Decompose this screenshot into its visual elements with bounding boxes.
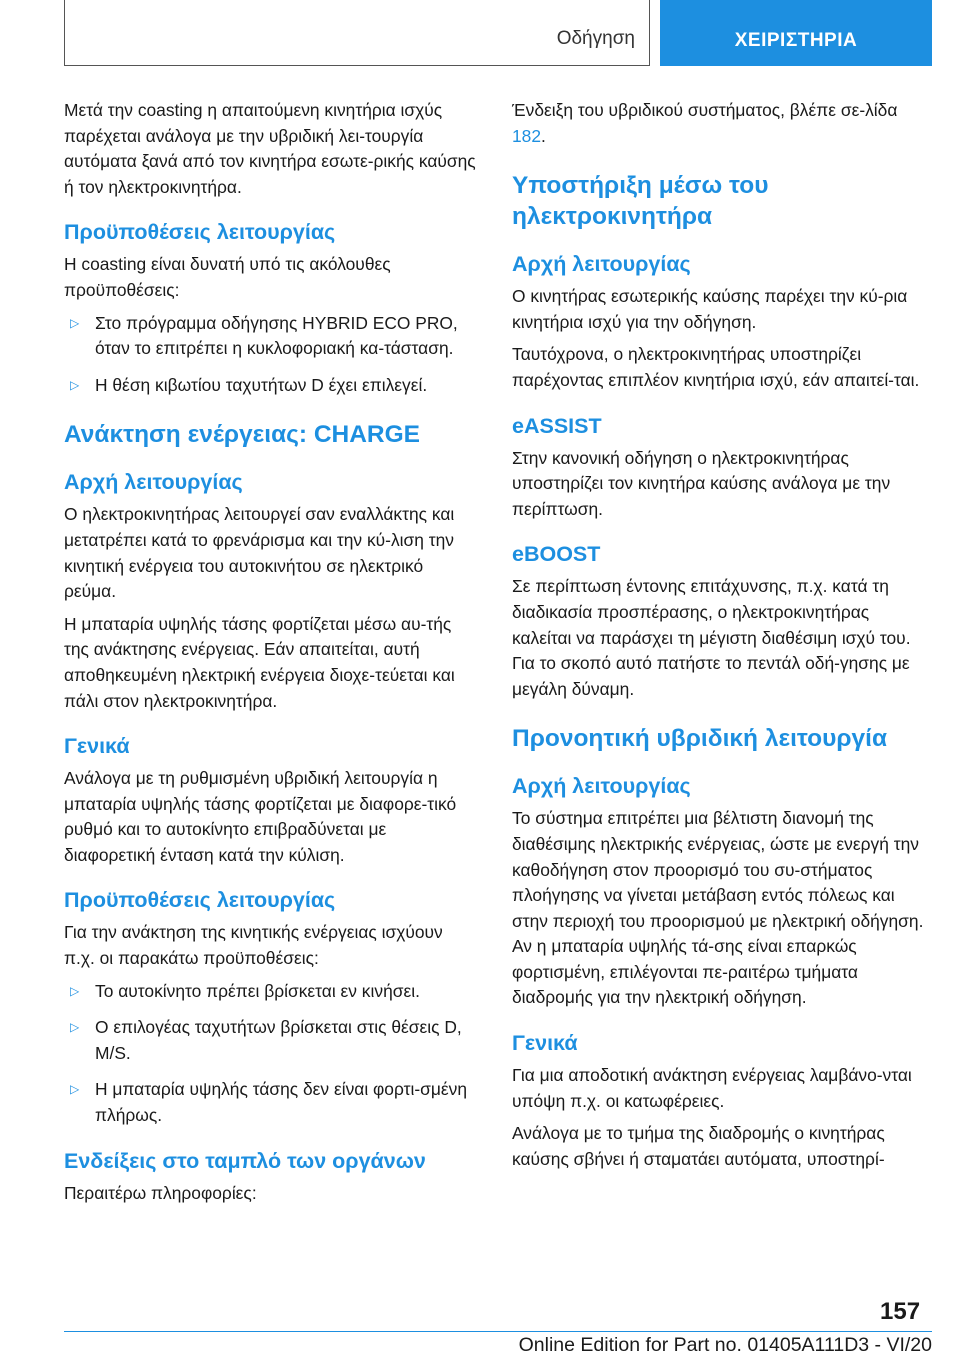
heading-energy-recovery: Ανάκτηση ενέργειας: CHARGE (64, 421, 421, 449)
paragraph: Για την ανάκτηση της κινητικής ενέργειας ισχύουν π.χ. οι παρακάτω προϋποθέσεις: (64, 922, 443, 969)
footer-divider (64, 1331, 932, 1332)
paragraph: Ταυτόχρονα, ο ηλεκτροκινητήρας υποστηρίζει παρέχοντας επιπλέον κινητήρια ισχύ, εάν απαιτεί‐ται. (512, 344, 920, 390)
bullet-list (64, 979, 478, 1129)
subheading-prerequisites: Προϋποθέσεις λειτουργίας (64, 220, 336, 245)
paragraph: Ανάλογα με το τμήμα της διαδρομής ο κινητήρας καύσης σβήνει ή σταματάει αυτόματα, υποστηρί‐ (512, 1123, 885, 1169)
paragraph: Στην κανονική οδήγηση ο ηλεκτροκινητήρας υποστηρίζει τον κινητήρα καύσης ανάλογα με την περίπτωση. (512, 447, 891, 519)
subheading-principle: Αρχή λειτουργίας (64, 470, 243, 495)
bullet-triangle-icon: ▷ (70, 1082, 80, 1097)
subheading-prerequisites: Προϋποθέσεις λειτουργίας (64, 888, 336, 913)
paragraph: Μετά την coasting η απαιτούμενη κινητήρια ισχύς παρέχεται ανάλογα με την υβριδική λει‐τουργία αυτόματα ξανά από τον κινητήρα εσωτε‐ρικής καύσης ή τον ηλεκτροκινητήρα. (64, 100, 476, 197)
header-frame (64, 0, 650, 66)
paragraph: Για μια αποδοτική ανάκτηση ενέργειας λαμβάνο‐νται υπόψη π.χ. οι κατωφέρειες. (512, 1065, 912, 1111)
paragraph: Ο κινητήρας εσωτερικής καύσης παρέχει την κύ‐ρια κινητήρια ισχύ για την οδήγηση. (512, 286, 908, 332)
subheading-eboost: eBOOST (512, 542, 601, 567)
paragraph: Ο ηλεκτροκινητήρας λειτουργεί σαν εναλλάκτης και μετατρέπει κατά το φρενάρισμα και την κύ‐λιση την κινητική ενέργεια του αυτοκινήτου σε ηλεκτρικό ρεύμα. (64, 504, 455, 602)
list-item: ▷ Το αυτοκίνητο πρέπει βρίσκεται εν κινήσει. (64, 979, 478, 1005)
heading-motor-support: Υποστήριξη μέσω του ηλεκτροκινητήρα (512, 172, 769, 231)
footer-edition: Online Edition for Part no. 01405A111D3 - VI/20 (518, 1334, 932, 1356)
chapter-tab[interactable]: ΧΕΙΡΙΣΤΗΡΙΑ (660, 0, 932, 66)
subheading-general: Γενικά (512, 1031, 578, 1056)
paragraph: Περαιτέρω πληροφορίες: (64, 1182, 257, 1203)
paragraph: Η μπαταρία υψηλής τάσης φορτίζεται μέσω αυ‐τής της ανάκτησης ενέργειας. Εάν απαιτείται, αυτή αποθηκευμένη ηλεκτρική ενέργεια διοχε‐τεύεται και πάλι στον ηλεκτροκινητήρα. (64, 613, 455, 711)
page-number: 157 (880, 1298, 921, 1325)
bullet-triangle-icon: ▷ (70, 377, 80, 392)
subheading-indicators: Ενδείξεις στο ταμπλό των οργάνων (64, 1148, 426, 1173)
subheading-principle: Αρχή λειτουργίας (512, 774, 691, 799)
paragraph: Το σύστημα επιτρέπει μια βέλτιστη διανομή της διαθέσιμης ηλεκτρικής ενέργειας, ώστε με ενεργή την καθοδήγηση στον προορισμό του συ‐στήματος πλοήγησης να γίνεται μετάβαση εντός πόλεως και στην περιοχή του προορισμού με ηλεκτρική οδήγηση. Αν η μπαταρία υψηλής τά‐σης είναι επαρκώς φορτισμένη, επιλέγονται πε‐ραιτέρω τμήματα διαδρομής για την ηλεκτρική οδήγηση. (512, 808, 924, 1008)
page-reference-link[interactable]: 182 (512, 125, 542, 146)
bullet-triangle-icon: ▷ (70, 315, 80, 330)
section-title: Οδήγηση (556, 28, 635, 49)
page-header (64, 0, 932, 66)
paragraph-crossref: Ένδειξη του υβριδικού συστήματος, βλέπε σε‐λίδα 182. (512, 100, 898, 146)
subheading-general: Γενικά (64, 734, 130, 759)
heading-predictive-hybrid: Προνοητική υβριδική λειτουργία (512, 725, 888, 753)
paragraph: Η coasting είναι δυνατή υπό τις ακόλουθες προϋποθέσεις: (64, 254, 391, 300)
list-item: ▷ Στο πρόγραμμα οδήγησης HYBRID ECO PRO, όταν το επιτρέπει η κυκλοφοριακή κα‐τάσταση. (70, 312, 458, 359)
list-item: ▷ Ο επιλογέας ταχυτήτων βρίσκεται στις θέσεις D, M/S. (70, 1017, 462, 1063)
bullet-list (64, 311, 478, 399)
subheading-eassist: eASSIST (512, 413, 602, 438)
list-item: ▷ Η μπαταρία υψηλής τάσης δεν είναι φορτι‐σμένη πλήρως. (70, 1079, 468, 1126)
subheading-principle: Αρχή λειτουργίας (512, 252, 691, 277)
list-item: ▷ Η θέση κιβωτίου ταχυτήτων D έχει επιλεγεί. (64, 373, 478, 399)
right-column (512, 98, 926, 1179)
paragraph: Σε περίπτωση έντονης επιτάχυνσης, π.χ. κατά τη διαδικασία προσπέρασης, ο ηλεκτροκινητήρας καλείται να παράσχει τη μέγιστη διαθέσιμη ισχύ του. Για το σκοπό αυτό πατήστε το πεντάλ οδή‐γησης με μεγάλη δύναμη. (512, 576, 911, 699)
bullet-triangle-icon: ▷ (70, 983, 80, 998)
bullet-triangle-icon: ▷ (70, 1020, 80, 1035)
paragraph: Ανάλογα με τη ρυθμισμένη υβριδική λειτουργία η μπαταρία υψηλής τάσης φορτίζεται με διαφορε‐τικό ρυθμό και το αυτοκίνητο επιβραδύνεται με διαφορετική ένταση κατά την κύλιση. (64, 768, 457, 865)
left-column (64, 98, 478, 1213)
